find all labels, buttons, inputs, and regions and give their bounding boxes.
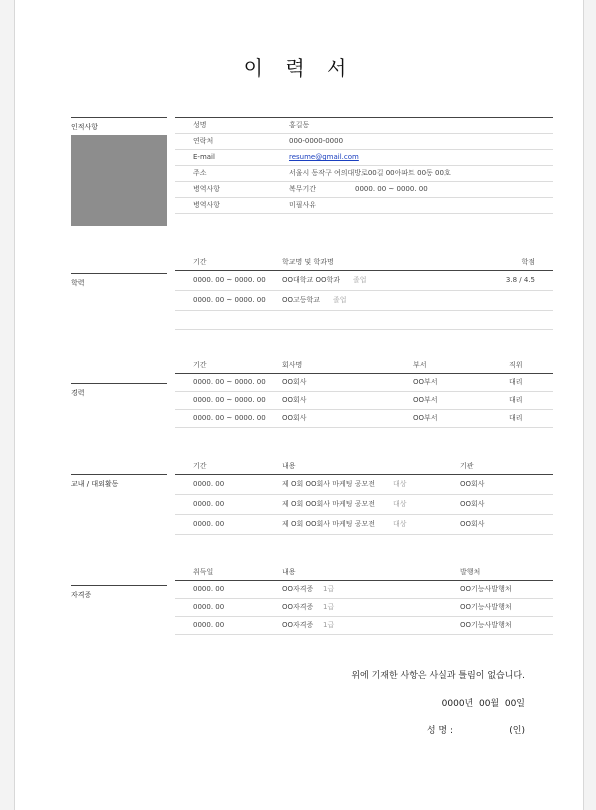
header-period: 기간 [193,258,207,266]
personal-row-email [175,150,553,166]
edu-status: 졸업 [333,296,347,304]
career-company: OO회사 [282,378,307,386]
cert-issuer: OO기능사발행처 [460,621,512,629]
personal-row-military-period [175,182,553,198]
education-table [175,255,553,330]
header-period: 기간 [193,462,207,470]
cert-date: 0000. 00 [193,621,225,629]
career-dept: OO부서 [413,396,438,404]
resume-page [14,0,584,810]
career-dept: OO부서 [413,414,438,422]
edu-gpa: 3.8 / 4.5 [505,276,535,284]
activity-period: 0000. 00 [193,480,225,488]
career-period: 0000. 00 ~ 0000. 00 [193,396,266,404]
edu-period: 0000. 00 ~ 0000. 00 [193,296,266,304]
activity-result: 대상 [393,500,407,508]
activity-content: 제 O회 OO회사 마케팅 공모전 [282,500,376,508]
header-date: 취득일 [193,568,214,576]
cert-row [175,599,553,617]
email-link[interactable]: resume@gmail.com [289,153,359,161]
section-label-education: 학력 [71,273,167,288]
personal-key: 병역사항 [193,201,221,209]
cert-date: 0000. 00 [193,603,225,611]
header-dept: 부서 [413,361,427,369]
cert-name: OO자격증 [282,603,314,611]
career-company: OO회사 [282,396,307,404]
activity-period: 0000. 00 [193,520,225,528]
career-header-row [175,358,553,374]
declaration-date: 0000년 00월 00일 [441,699,525,709]
career-row [175,392,553,410]
activity-org: OO회사 [460,500,485,508]
education-row [175,291,553,311]
career-position: 대리 [509,414,523,422]
education-row-empty [175,311,553,330]
personal-value: 서울시 동작구 여의대방로00길 00아파트 00동 00호 [289,169,451,177]
personal-row-name [175,118,553,134]
career-period: 0000. 00 ~ 0000. 00 [193,378,266,386]
personal-value: 복무기간 [289,185,317,193]
activity-result: 대상 [393,520,407,528]
edu-period: 0000. 00 ~ 0000. 00 [193,276,266,284]
activity-org: OO회사 [460,480,485,488]
career-position: 대리 [509,378,523,386]
cert-row [175,581,553,599]
document-title: 이 력 서 [243,56,355,80]
personal-key: 성명 [193,121,207,129]
career-row [175,410,553,428]
personal-row-military-reason [175,198,553,214]
career-dept: OO부서 [413,378,438,386]
activity-row [175,495,553,515]
signature-seal: (인) [509,726,525,736]
cert-grade: 1급 [323,603,335,611]
cert-row [175,617,553,635]
header-position: 직위 [509,361,523,369]
activity-period: 0000. 00 [193,500,225,508]
section-label-personal: 인적사항 [71,117,167,132]
header-content: 내용 [282,568,296,576]
section-label-career: 경력 [71,383,167,398]
personal-key: E-mail [193,153,215,161]
certs-table [175,565,553,635]
education-row [175,271,553,291]
photo-placeholder [71,135,167,226]
header-period: 기간 [193,361,207,369]
cert-date: 0000. 00 [193,585,225,593]
personal-key: 병역사항 [193,185,221,193]
header-content: 내용 [282,462,296,470]
activity-result: 대상 [393,480,407,488]
header-issuer: 발행처 [460,568,481,576]
personal-table [175,117,553,214]
edu-school: OO고등학교 [282,296,321,304]
personal-key: 주소 [193,169,207,177]
career-company: OO회사 [282,414,307,422]
cert-grade: 1급 [323,621,335,629]
certs-header-row [175,565,553,581]
cert-name: OO자격증 [282,585,314,593]
activity-row [175,515,553,535]
declaration-statement: 위에 기재한 사항은 사실과 틀림이 없습니다. [351,671,525,681]
edu-school: OO대학교 OO학과 [282,276,341,284]
activities-header-row [175,459,553,475]
personal-value: 미필사유 [289,201,317,209]
personal-value: 홍길동 [289,121,310,129]
activity-org: OO회사 [460,520,485,528]
career-position: 대리 [509,396,523,404]
signature-label: 성 명 : [426,726,453,736]
header-company: 회사명 [282,361,303,369]
header-school: 학교명 및 학과명 [282,258,334,266]
section-label-activities: 교내 / 대외활동 [71,474,167,489]
cert-issuer: OO기능사발행처 [460,603,512,611]
career-table [175,358,553,428]
cert-issuer: OO기능사발행처 [460,585,512,593]
edu-status: 졸업 [353,276,367,284]
cert-name: OO자격증 [282,621,314,629]
header-org: 기관 [460,462,474,470]
career-period: 0000. 00 ~ 0000. 00 [193,414,266,422]
personal-row-address [175,166,553,182]
activity-row [175,475,553,495]
activity-content: 제 O회 OO회사 마케팅 공모전 [282,520,376,528]
personal-row-phone [175,134,553,150]
education-header-row [175,255,553,271]
personal-value: 000-0000-0000 [289,137,344,145]
activities-table [175,459,553,535]
header-gpa: 학점 [521,258,535,266]
military-period-value: 0000. 00 ~ 0000. 00 [355,185,428,193]
cert-grade: 1급 [323,585,335,593]
personal-key: 연락처 [193,137,214,145]
career-row [175,374,553,392]
activity-content: 제 O회 OO회사 마케팅 공모전 [282,480,376,488]
section-label-certs: 자격증 [71,585,167,600]
